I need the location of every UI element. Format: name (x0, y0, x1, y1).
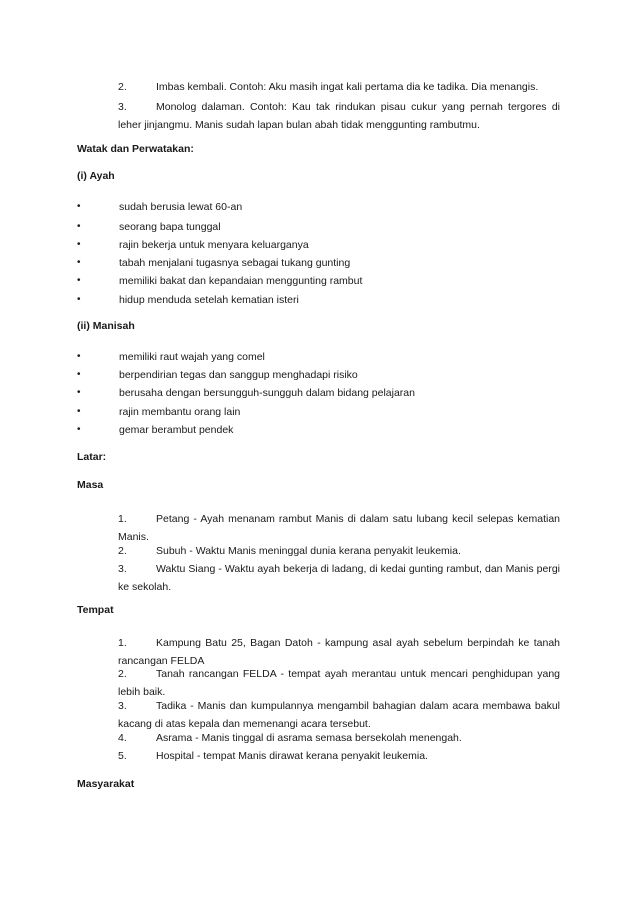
subsection-heading-tempat: Tempat (77, 604, 114, 616)
item-text: berusaha dengan bersungguh-sungguh dalam bidang pelajaran (119, 387, 415, 399)
bullet-icon: • (77, 201, 81, 212)
list-item (118, 560, 560, 596)
item-text: sudah berusia lewat 60-an (119, 201, 243, 213)
bullet-icon: • (77, 275, 81, 286)
bullet-icon: • (77, 239, 81, 250)
item-text: Waktu Siang - Waktu ayah bekerja di ladang, di kedai gunting rambut, dan Manis pergi ke sekolah. (118, 563, 560, 593)
subsection-heading-ayah: (i) Ayah (77, 170, 115, 182)
subsection-heading-masa: Masa (77, 479, 104, 491)
list-item (118, 747, 560, 765)
item-text: memiliki bakat dan kepandaian menggunting rambut (119, 275, 363, 287)
item-number: 2. (118, 545, 127, 557)
bullet-icon: • (77, 387, 81, 398)
section-heading-masyarakat: Masyarakat (77, 778, 135, 790)
list-item (118, 697, 560, 733)
item-text: rajin bekerja untuk menyara keluarganya (119, 239, 309, 251)
item-text: Asrama - Manis tinggal di asrama semasa bersekolah menengah. (156, 732, 462, 744)
bullet-icon: • (77, 369, 81, 380)
item-text: rajin membantu orang lain (119, 406, 241, 418)
subsection-heading-manisah: (ii) Manisah (77, 320, 135, 332)
item-number: 3. (118, 563, 127, 575)
item-text: berpendirian tegas dan sanggup menghadapi risiko (119, 369, 358, 381)
item-text: Imbas kembali. Contoh: Aku masih ingat kali pertama dia ke tadika. Dia menangis. (156, 81, 539, 93)
item-number: 1. (118, 513, 127, 525)
bullet-icon: • (77, 424, 81, 435)
item-number: 1. (118, 637, 127, 649)
item-number: 2. (118, 668, 127, 680)
item-text: seorang bapa tunggal (119, 221, 221, 233)
list-item (118, 542, 560, 560)
section-heading-watak: Watak dan Perwatakan: (77, 143, 194, 155)
list-item (118, 78, 560, 96)
bullet-icon: • (77, 221, 81, 232)
list-item (118, 510, 560, 546)
item-text: tabah menjalani tugasnya sebagai tukang gunting (119, 257, 351, 269)
item-text: Hospital - tempat Manis dirawat kerana penyakit leukemia. (156, 750, 428, 762)
bullet-icon: • (77, 406, 81, 417)
item-text: gemar berambut pendek (119, 424, 234, 436)
list-item (118, 98, 560, 134)
item-text: hidup menduda setelah kematian isteri (119, 294, 299, 306)
section-heading-latar: Latar: (77, 451, 107, 463)
list-item (118, 665, 560, 701)
item-text: Tanah rancangan FELDA - tempat ayah merantau untuk mencari penghidupan yang lebih baik. (118, 668, 560, 698)
bullet-icon: • (77, 294, 81, 305)
list-item (118, 729, 560, 747)
item-text: Subuh - Waktu Manis meninggal dunia kerana penyakit leukemia. (156, 545, 461, 557)
item-text: Tadika - Manis dan kumpulannya mengambil bahagian dalam acara membawa bakul kacang di atas kepala dan memenangi acara tersebut. (118, 700, 560, 730)
item-text: Monolog dalaman. Contoh: Kau tak rindukan pisau cukur yang pernah tergores di leher jinjangmu. Manis sudah lapan bulan abah tidak menggunting rambutmu. (118, 101, 560, 131)
item-number: 3. (118, 101, 127, 113)
bullet-icon: • (77, 351, 81, 362)
item-number: 2. (118, 81, 127, 93)
item-text: Petang - Ayah menanam rambut Manis di dalam satu lubang kecil selepas kematian Manis. (118, 513, 560, 543)
item-text: Kampung Batu 25, Bagan Datoh - kampung asal ayah sebelum berpindah ke tanah rancangan FELDA (118, 637, 560, 667)
item-number: 3. (118, 700, 127, 712)
bullet-icon: • (77, 257, 81, 268)
item-number: 5. (118, 750, 127, 762)
item-number: 4. (118, 732, 127, 744)
item-text: memiliki raut wajah yang comel (119, 351, 265, 363)
